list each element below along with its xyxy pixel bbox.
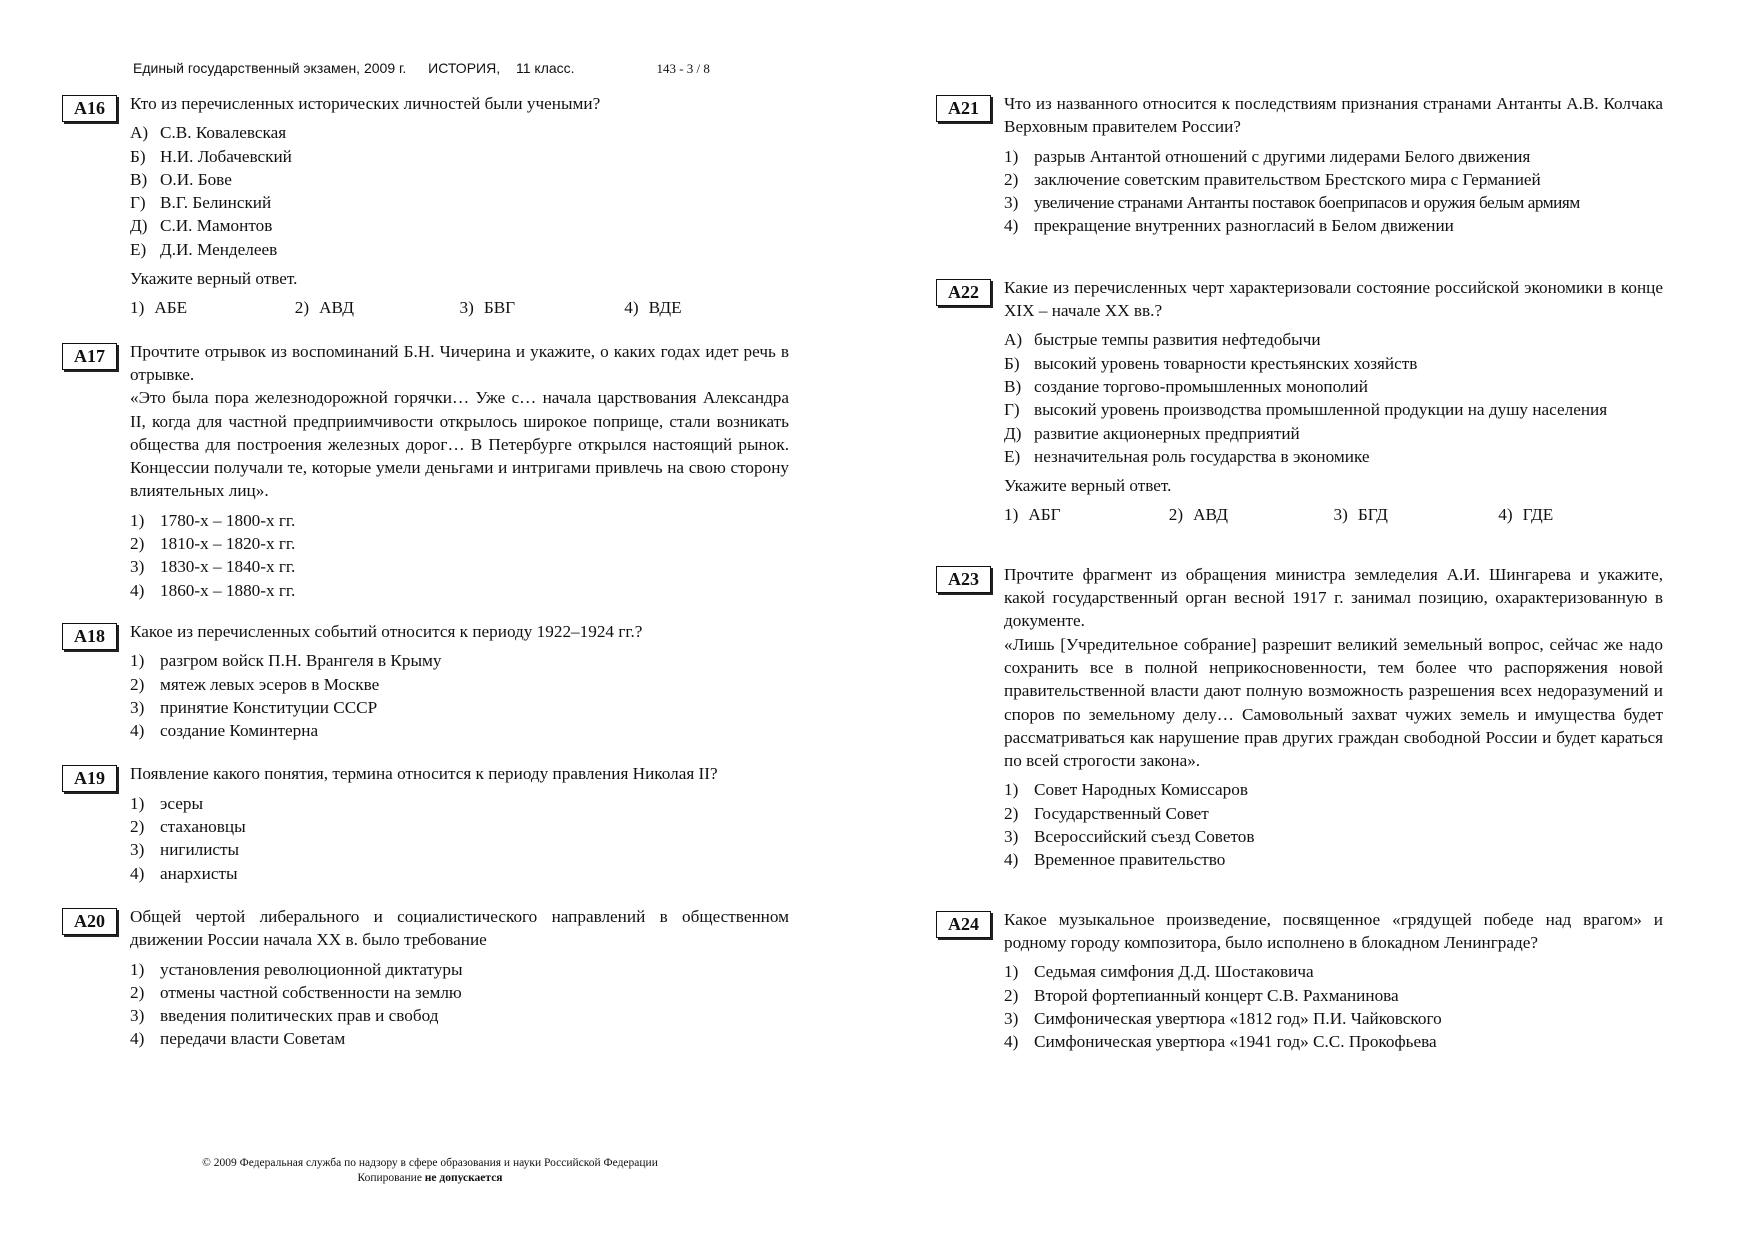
option-marker: 4) <box>130 580 145 600</box>
answer-number: 3) <box>1333 505 1348 525</box>
option-marker: 2) <box>1004 985 1019 1005</box>
option <box>130 532 789 555</box>
answer-number: 4) <box>1498 505 1513 525</box>
option-text: Временное правительство <box>1034 850 1226 870</box>
option <box>1004 984 1663 1007</box>
option-marker: 1) <box>1004 780 1019 800</box>
option <box>1004 960 1663 983</box>
question-text: Что из названного относится к последствиям признания странами Антанты А.В. Колчака Верховным правителем России? <box>1004 94 1663 137</box>
option-marker: 1) <box>1004 962 1019 982</box>
question-text: Прочтите отрывок из воспоминаний Б.Н. Чичерина и укажите, о каких годах идет речь в отрывке. <box>130 341 789 384</box>
answer-choice <box>460 296 625 319</box>
option-marker: Д) <box>1004 423 1022 443</box>
copy-notice-bold: не допускается <box>424 1172 503 1184</box>
question-text: Какое музыкальное произведение, посвященное «грядущей победе над врагом» и родному городу композитора, было исполнено в блокадном Ленинграде? <box>1004 909 1663 952</box>
question-a21 <box>948 92 1663 238</box>
answer-text: АБГ <box>1028 505 1061 525</box>
option-marker: Е) <box>1004 446 1021 466</box>
option-text: анархисты <box>160 863 238 883</box>
option-text: заключение советским правительством Брестского мира с Германией <box>1034 169 1541 189</box>
option-text: введения политических прав и свобод <box>160 1006 439 1026</box>
answer-choice <box>624 296 789 319</box>
option-marker: 4) <box>130 1029 145 1049</box>
option-marker: 3) <box>1004 193 1019 213</box>
option <box>1004 778 1663 801</box>
option-marker: 2) <box>130 817 145 837</box>
option-marker: 2) <box>130 982 145 1002</box>
answer-number: 1) <box>130 298 145 318</box>
option <box>130 555 789 578</box>
option <box>1004 1007 1663 1030</box>
answer-choices <box>130 296 789 319</box>
quote-text: «Лишь [Учредительное собрание] разрешит великий земельный вопрос, сейчас же надо сохранить все в полной неприкосновенности, тем более что распоряжения новой правительственной власти дают полную возможность разрешения всех недоразумений и споров по земельному делу… Самовольный захват чужих земель и имущества будет рассматриваться как нарушение прав других граждан свободной России и будет караться по всей строгости закона». <box>1004 634 1663 771</box>
option-text: быстрые темпы развития нефтедобычи <box>1034 330 1321 350</box>
answer-text: АБЕ <box>154 298 188 318</box>
option-marker: А) <box>1004 330 1023 350</box>
option <box>130 673 789 696</box>
option <box>1004 802 1663 825</box>
option-marker: В) <box>1004 376 1022 396</box>
question-a17 <box>74 340 789 602</box>
option-text: высокий уровень товарности крестьянских хозяйств <box>1034 353 1418 373</box>
question-label: A21 <box>936 95 991 122</box>
option-marker: В) <box>130 169 148 189</box>
option-text: передачи власти Советам <box>160 1029 346 1049</box>
option <box>1004 1030 1663 1053</box>
answer-text: БГД <box>1357 505 1388 525</box>
question-a24 <box>948 908 1663 1054</box>
copy-notice-prefix: Копирование <box>357 1172 425 1184</box>
answer-text: ВДЕ <box>648 298 682 318</box>
option <box>130 121 789 144</box>
option-marker: 3) <box>130 697 145 717</box>
question-text: Общей чертой либерального и социалистического направлений в общественном движении России начала XX в. было требование <box>130 906 789 950</box>
option-text: принятие Конституции СССР <box>160 697 378 717</box>
page-number: 143 - 3 / 8 <box>656 61 710 76</box>
option <box>1004 445 1663 468</box>
option-marker: 3) <box>1004 827 1019 847</box>
option <box>1004 168 1663 191</box>
options-list <box>130 792 789 885</box>
option-marker: 2) <box>1004 803 1019 823</box>
answer-choice <box>1169 503 1334 526</box>
option-marker: Д) <box>130 216 148 236</box>
option-text: 1810-х – 1820-х гг. <box>160 534 296 554</box>
option <box>130 696 789 719</box>
options-list <box>1004 145 1663 238</box>
option-marker: 4) <box>1004 216 1019 236</box>
option <box>130 958 789 981</box>
option-marker: А) <box>130 123 149 143</box>
answer-choice <box>295 296 460 319</box>
option <box>130 145 789 168</box>
option-marker: 4) <box>130 863 145 883</box>
option <box>130 1027 789 1050</box>
answer-instruction: Укажите верный ответ. <box>1004 476 1172 496</box>
answer-choice <box>1334 503 1499 526</box>
answer-number: 4) <box>624 298 639 318</box>
options-list <box>1004 778 1663 871</box>
options-list <box>130 509 789 602</box>
option-text: нигилисты <box>160 840 240 860</box>
question-label: A17 <box>62 343 117 370</box>
answer-number: 1) <box>1004 505 1019 525</box>
question-label: A20 <box>62 908 117 935</box>
option-text: Совет Народных Комиссаров <box>1034 780 1248 800</box>
option <box>130 238 789 261</box>
option-text: Симфоническая увертюра «1812 год» П.И. Чайковского <box>1034 1008 1442 1028</box>
option-text: 1860-х – 1880-х гг. <box>160 580 296 600</box>
question-label: A22 <box>936 279 991 306</box>
option-text: отмены частной собственности на землю <box>160 982 462 1002</box>
option-marker: 4) <box>1004 850 1019 870</box>
option <box>130 792 789 815</box>
option-text: эсеры <box>160 793 203 813</box>
option-marker: 3) <box>130 557 145 577</box>
option-marker: 1) <box>130 510 145 530</box>
subject: ИСТОРИЯ, <box>428 60 501 76</box>
question-label: A16 <box>62 95 117 122</box>
option-marker: 1) <box>130 959 145 979</box>
option-text: разрыв Антантой отношений с другими лидерами Белого движения <box>1034 146 1531 166</box>
option-text: развитие акционерных предприятий <box>1034 423 1300 443</box>
option-text: мятеж левых эсеров в Москве <box>160 674 380 694</box>
question-label: A18 <box>62 623 117 650</box>
option <box>130 579 789 602</box>
option <box>130 838 789 861</box>
option-text: увеличение странами Антанты поставок боеприпасов и оружия белым армиям <box>1034 193 1580 213</box>
answer-choice <box>1004 503 1169 526</box>
option-text: создание торгово-промышленных монополий <box>1034 376 1368 396</box>
option-marker: 3) <box>130 1006 145 1026</box>
option <box>130 815 789 838</box>
question-label: A24 <box>936 911 991 938</box>
copy-notice <box>130 1171 730 1186</box>
options-list <box>1004 328 1663 468</box>
question-label: A23 <box>936 566 991 593</box>
option-text: 1780-х – 1800-х гг. <box>160 510 296 530</box>
option <box>1004 398 1663 421</box>
answer-text: АВД <box>319 298 355 318</box>
option-text: Всероссийский съезд Советов <box>1034 827 1255 847</box>
option-text: В.Г. Белинский <box>160 193 272 213</box>
option <box>130 191 789 214</box>
answer-text: ГДЕ <box>1522 505 1554 525</box>
option <box>130 1004 789 1027</box>
option <box>1004 328 1663 351</box>
option <box>1004 145 1663 168</box>
copyright-line: © 2009 Федеральная служба по надзору в сфере образования и науки Российской Федерации <box>202 1157 658 1169</box>
option-text: Государственный Совет <box>1034 803 1209 823</box>
question-a19 <box>74 762 789 884</box>
answer-number: 2) <box>294 298 310 318</box>
options-list <box>130 121 789 261</box>
option-text: стахановцы <box>160 817 246 837</box>
option-text: О.И. Бове <box>160 169 232 189</box>
quote-text: «Это была пора железнодорожной горячки… Уже с… начала царствования Александра II, когда для частной предприимчивости открылось широкое поприще, стали возникать общества для построения железных дорог… В Петербурге открылся настоящий рынок. Концессии получали те, которые умели деньгами и интригами привлечь на свою сторону влиятельных лиц». <box>130 388 789 501</box>
option-text: Второй фортепианный концерт С.В. Рахманинова <box>1034 985 1399 1005</box>
option-text: С.В. Ковалевская <box>160 123 287 143</box>
option-marker: Г) <box>130 193 146 213</box>
grade: 11 класс. <box>515 60 575 76</box>
question-a22 <box>948 276 1663 527</box>
option-marker: Б) <box>130 146 146 166</box>
option <box>130 981 789 1004</box>
options-list <box>130 958 789 1051</box>
option-text: высокий уровень производства промышленной продукции на душу населения <box>1034 400 1608 420</box>
option <box>1004 422 1663 445</box>
option-marker: 1) <box>130 651 145 671</box>
option <box>130 509 789 532</box>
option <box>1004 352 1663 375</box>
answer-choice <box>1498 503 1663 526</box>
answer-choice <box>130 296 295 319</box>
option-text: разгром войск П.Н. Врангеля в Крыму <box>160 651 442 671</box>
option-marker: 1) <box>1004 146 1019 166</box>
question-text: Прочтите фрагмент из обращения министра земледелия А.И. Шингарева и укажите, какой государственный орган весной 1917 г. занимал позицию, охарактеризованную в документе. <box>1004 564 1663 631</box>
option-marker: 2) <box>1004 169 1019 189</box>
option <box>130 649 789 672</box>
answer-text: БВГ <box>483 298 516 318</box>
option-marker: 2) <box>130 534 145 554</box>
option-marker: 4) <box>1004 1032 1019 1052</box>
option-marker: 1) <box>130 793 145 813</box>
answer-text: АВД <box>1193 505 1229 525</box>
option-marker: 3) <box>130 840 145 860</box>
left-column <box>74 92 789 1051</box>
option <box>130 168 789 191</box>
option <box>130 214 789 237</box>
option <box>130 862 789 885</box>
answer-number: 3) <box>459 298 474 318</box>
option-marker: 4) <box>130 721 145 741</box>
option-text: прекращение внутренних разногласий в Белом движении <box>1034 216 1454 236</box>
answer-number: 2) <box>1168 505 1184 525</box>
answer-choices <box>1004 503 1663 526</box>
answer-instruction: Укажите верный ответ. <box>130 269 298 289</box>
exam-title: Единый государственный экзамен, 2009 г. <box>133 60 407 76</box>
option <box>1004 825 1663 848</box>
option <box>1004 214 1663 237</box>
question-a16 <box>74 92 789 320</box>
option-text: Н.И. Лобачевский <box>160 146 292 166</box>
question-text: Какое из перечисленных событий относится к периоду 1922–1924 гг.? <box>130 621 643 641</box>
right-column <box>948 92 1663 1053</box>
question-a20 <box>74 905 789 1051</box>
option <box>1004 375 1663 398</box>
option-text: Д.И. Менделеев <box>160 239 278 259</box>
option-marker: Б) <box>1004 353 1020 373</box>
option-text: незначительная роль государства в экономике <box>1034 446 1370 466</box>
question-text: Какие из перечисленных черт характеризовали состояние российской экономики в конце XIX – начале XX вв.? <box>1004 277 1663 321</box>
page-footer <box>130 1156 730 1186</box>
page-header <box>133 60 710 77</box>
option-text: Седьмая симфония Д.Д. Шостаковича <box>1034 962 1314 982</box>
options-list <box>1004 960 1663 1053</box>
question-text: Кто из перечисленных исторических личностей были учеными? <box>130 94 601 113</box>
option-text: Симфоническая увертюра «1941 год» С.С. Прокофьева <box>1034 1032 1437 1052</box>
option-text: установления революционной диктатуры <box>160 959 463 979</box>
option-marker: Г) <box>1004 400 1020 420</box>
option-text: С.И. Мамонтов <box>160 216 273 236</box>
option-marker: 2) <box>130 674 145 694</box>
option-marker: 3) <box>1004 1008 1019 1028</box>
option-text: создание Коминтерна <box>160 721 319 741</box>
question-a18 <box>74 620 789 742</box>
question-label: A19 <box>62 765 117 792</box>
option-marker: Е) <box>130 239 147 259</box>
option <box>130 719 789 742</box>
question-a23 <box>948 563 1663 872</box>
option <box>1004 848 1663 871</box>
option <box>1004 191 1663 214</box>
question-text: Появление какого понятия, термина относится к периоду правления Николая II? <box>130 764 718 784</box>
options-list <box>130 649 789 742</box>
option-text: 1830-х – 1840-х гг. <box>160 557 296 577</box>
